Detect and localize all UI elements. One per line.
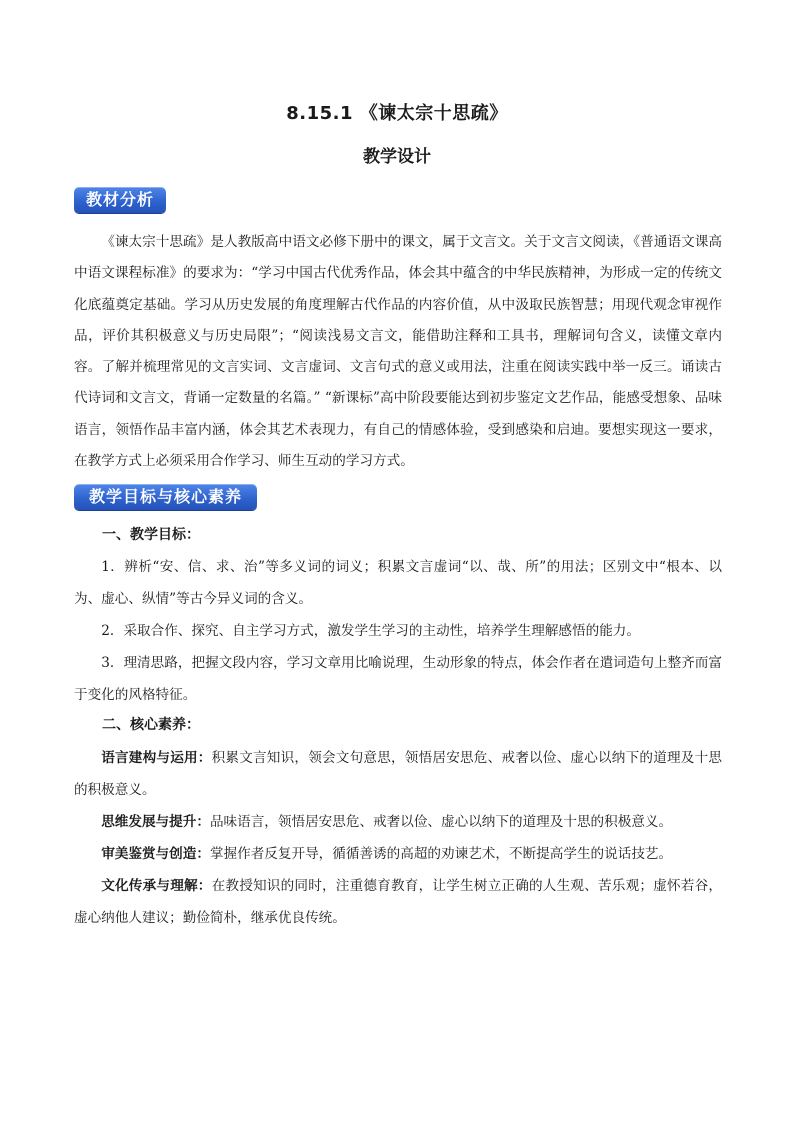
core-literacy-text: 在教授知识的同时，注重德育教育，让学生树立正确的人生观、苦乐观；虚怀若谷，虚心纳他人建议；勤俭简朴，继承优良传统。: [74, 878, 723, 926]
section-badge-textbook-analysis: 教材分析: [74, 187, 166, 213]
core-literacy-label: 文化传承与理解：: [101, 878, 212, 894]
core-literacy-item: [74, 870, 722, 934]
core-literacy-text: 掌握作者反复开导，循循善诱的高超的劝谏艺术，不断提高学生的说话技艺。: [209, 846, 673, 862]
section-badge-goals-and-literacy: 教学目标与核心素养: [74, 484, 257, 510]
teaching-goal-item: 3．理清思路，把握文段内容，学习文章用比喻说理，生动形象的特点，体会作者在遣词造句上整齐而富于变化的风格特征。: [74, 655, 722, 703]
teaching-goals-heading: 一、教学目标：: [102, 527, 200, 543]
core-literacy-item: [74, 838, 722, 870]
teaching-goal-item: 2．采取合作、探究、自主学习方式，激发学生学习的主动性，培养学生理解感悟的能力。: [101, 623, 640, 639]
core-literacy-text: 积累文言知识，领会文句意思，领悟居安思危、戒奢以俭、虚心以纳下的道理及十思的积极意义。: [74, 750, 723, 798]
document-title: 8.15.1 《谏太宗十思疏》: [286, 103, 508, 124]
teaching-goal-item: 1．辨析“安、信、求、治”等多义词的词义；积累文言虚词“以、哉、所”的用法；区别文中“根本、以为、虚心、纵情”等古今异义词的含义。: [74, 559, 722, 607]
core-literacy-item: [74, 742, 722, 806]
core-literacy-text: 品味语言，领悟居安思危、戒奢以俭、虚心以纳下的道理及十思的积极意义。: [209, 814, 673, 830]
core-literacy-label: 思维发展与提升：: [101, 814, 210, 830]
core-literacy-label: 语言建构与运用：: [101, 750, 212, 766]
document-subtitle: 教学设计: [363, 147, 431, 167]
core-literacy-item: [74, 806, 722, 838]
core-literacy-heading: 二、核心素养：: [102, 717, 200, 733]
core-literacy-label: 审美鉴赏与创造：: [101, 846, 210, 862]
textbook-analysis-paragraph: 《谏太宗十思疏》是人教版高中语文必修下册中的课文，属于文言文。关于文言文阅读，《普通语文课高中语文课程标准》的要求为：“学习中国古代优秀作品，体会其中蕴含的中华民族精神，为形成一定的传统文化底蕴奠定基础。学习从历史发展的角度理解古代作品的内容价值，从中汲取民族智慧；用现代观念审视作品，评价其积极意义与历史局限”；“阅读浅易文言文，能借助注释和工具书，理解词句含义，读懂文章内容。了解并梳理常见的文言实词、文言虚词、文言句式的意义或用法，注重在阅读实践中举一反三。诵读古代诗词和文言文，背诵一定数量的名篇。” “新课标”高中阶段要能达到初步鉴定文艺作品，能感受想象、品味语言，领悟作品丰富内涵，体会其艺术表现力，有自己的情感体验，受到感染和启迪。要想实现这一要求，在教学方式上必须采用合作学习、师生互动的学习方式。: [74, 234, 722, 470]
